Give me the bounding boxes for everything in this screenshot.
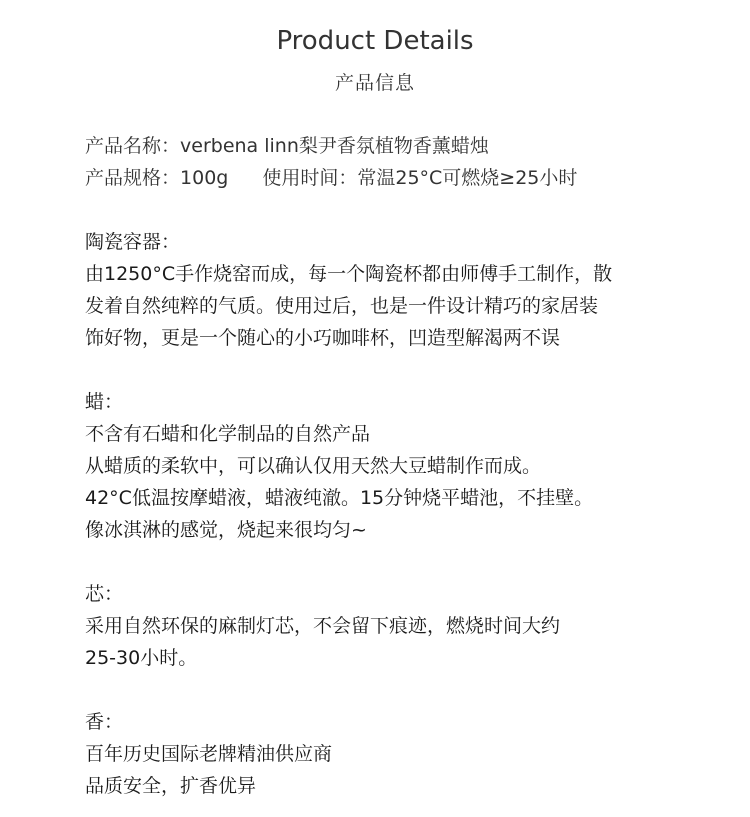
product-name-row xyxy=(85,134,685,158)
wax-line: 42°C低温按摩蜡液，蜡液纯澈。15分钟烧平蜡池，不挂壁。 xyxy=(85,487,594,509)
usage-time-value: 常温25°C可燃烧≥25小时 xyxy=(357,167,578,189)
page-title: Product Details xyxy=(276,26,474,56)
ceramic-line: 饰好物，更是一个随心的小巧咖啡杯，凹造型解渴两不误 xyxy=(85,327,561,349)
ceramic-line: 发着自然纯粹的气质。使用过后，也是一件设计精巧的家居装 xyxy=(85,295,599,317)
product-spec-row xyxy=(85,166,685,190)
wick-line: 采用自然环保的麻制灯芯，不会留下痕迹，燃烧时间大约 xyxy=(85,615,561,637)
wax-heading: 蜡： xyxy=(85,391,124,413)
scent-heading: 香： xyxy=(85,711,124,733)
scent-line: 百年历史国际老牌精油供应商 xyxy=(85,743,333,765)
product-spec-value: 100g xyxy=(180,167,229,189)
wick-line: 25-30小时。 xyxy=(85,647,198,669)
ceramic-line: 由1250°C手作烧窑而成，每一个陶瓷杯都由师傅手工制作，散 xyxy=(85,263,613,285)
product-spec-label: 产品规格： xyxy=(85,167,181,189)
page-subtitle: 产品信息 xyxy=(334,72,415,94)
usage-time-label: 使用时间： xyxy=(262,167,358,189)
wax-line: 从蜡质的柔软中，可以确认仅用天然大豆蜡制作而成。 xyxy=(85,455,542,477)
product-name-label: 产品名称： xyxy=(85,135,181,157)
product-name-value: verbena linn梨尹香氛植物香薰蜡烛 xyxy=(180,135,489,157)
ceramic-heading: 陶瓷容器： xyxy=(85,231,181,253)
wax-line: 不含有石蜡和化学制品的自然产品 xyxy=(85,423,371,445)
wick-heading: 芯： xyxy=(85,583,124,605)
wax-line: 像冰淇淋的感觉，烧起来很均匀~ xyxy=(85,519,367,541)
scent-line: 品质安全，扩香优异 xyxy=(85,775,257,797)
